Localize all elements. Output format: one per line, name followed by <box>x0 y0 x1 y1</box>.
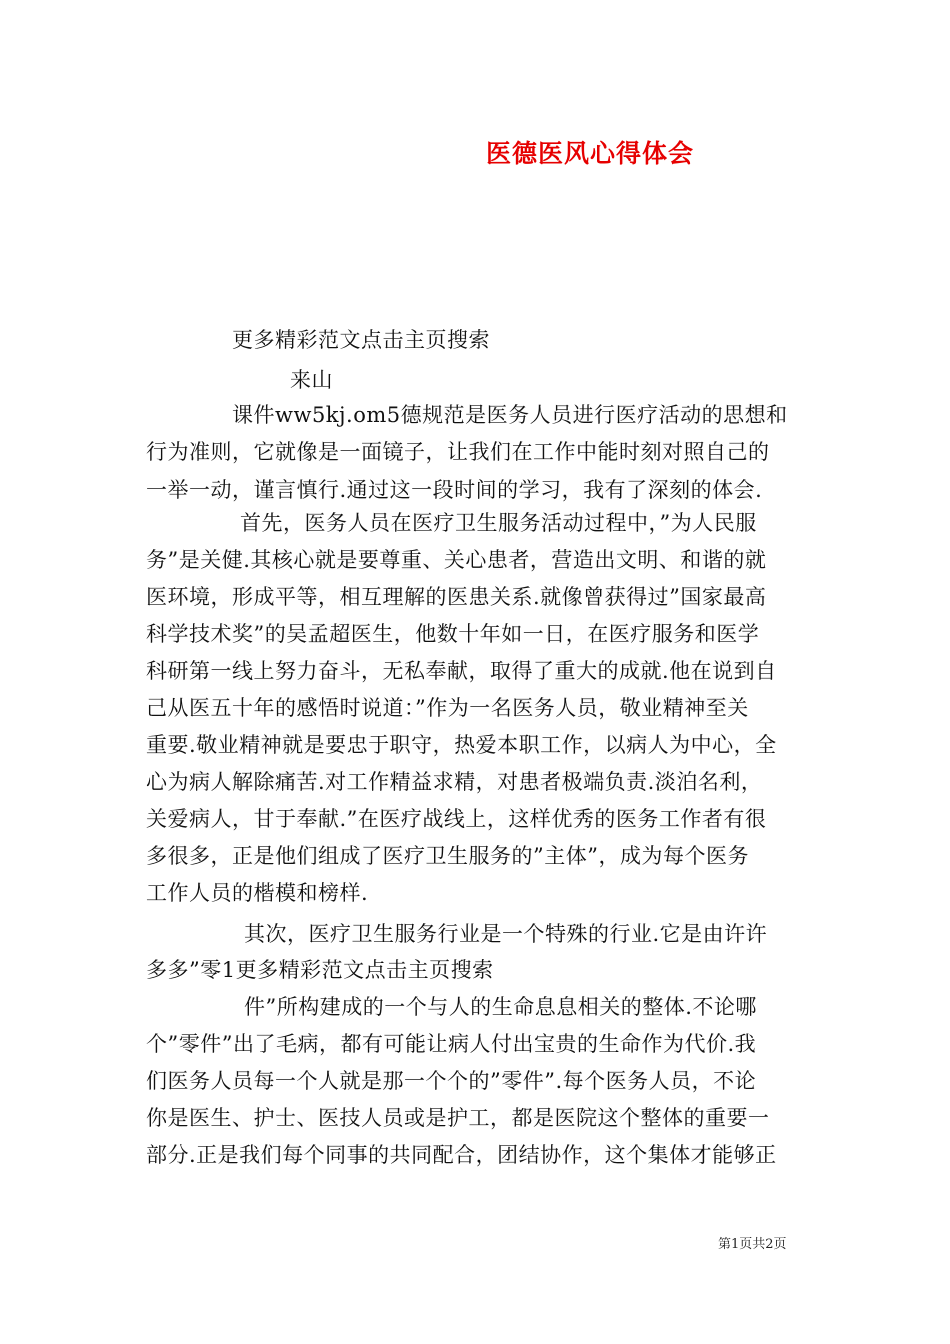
body-line: 心为病人解除痛苦.对工作精益求精，对患者极端负责.淡泊名利， <box>146 770 763 794</box>
body-line: 务”是关健.其核心就是要尊重、关心患者，营造出文明、和谐的就 <box>146 548 767 572</box>
body-line: 多很多，正是他们组成了医疗卫生服务的”主体”，成为每个医务 <box>146 844 749 868</box>
body-line: 其次，医疗卫生服务行业是一个特殊的行业.它是由许许 <box>244 922 768 946</box>
body-line: 重要.敬业精神就是要忠于职守，热爱本职工作，以病人为中心，全 <box>146 733 777 757</box>
body-line: 你是医生、护士、医技人员或是护工，都是医院这个整体的重要一 <box>146 1106 770 1130</box>
body-line: 课件ww5kj.om5德规范是医务人员进行医疗活动的思想和 <box>232 403 788 427</box>
body-line: 科学技术奖”的吴孟超医生，他数十年如一日，在医疗服务和医学 <box>146 622 760 646</box>
body-line: 科研第一线上努力奋斗，无私奉献，取得了重大的成就.他在说到自 <box>146 659 777 683</box>
body-line: 医环境，形成平等，相互理解的医患关系.就像曾获得过”国家最高 <box>146 585 767 609</box>
body-line: 个”零件”出了毛病，都有可能让病人付出宝贵的生命作为代价.我 <box>146 1032 757 1056</box>
body-line: 关爱病人，甘于奉献.”在医疗战线上，这样优秀的医务工作者有很 <box>146 807 767 831</box>
body-line: 部分.正是我们每个同事的共同配合，团结协作，这个集体才能够正 <box>146 1143 777 1167</box>
body-line: 更多精彩范文点击主页搜索 <box>232 328 490 352</box>
body-line: 工作人员的楷模和榜样. <box>146 881 369 905</box>
body-line: 来山 <box>290 368 333 392</box>
body-line: 行为准则，它就像是一面镜子，让我们在工作中能时刻对照自己的 <box>146 440 770 464</box>
page-number: 第1页共2页 <box>718 1237 787 1252</box>
body-line: 多多”零1更多精彩范文点击主页搜索 <box>146 958 494 982</box>
body-line: 件”所构建成的一个与人的生命息息相关的整体.不论哪 <box>244 995 757 1019</box>
body-line: 一举一动，谨言慎行.通过这一段时间的学习，我有了深刻的体会. <box>146 478 763 502</box>
page-title: 医德医风心得体会 <box>485 139 694 168</box>
body-line: 首先，医务人员在医疗卫生服务活动过程中，”为人民服 <box>240 511 757 535</box>
body-line: 们医务人员每一个人就是那一个个的”零件”.每个医务人员，不论 <box>146 1069 757 1093</box>
body-line: 己从医五十年的感悟时说道：”作为一名医务人员，敬业精神至关 <box>146 696 749 720</box>
